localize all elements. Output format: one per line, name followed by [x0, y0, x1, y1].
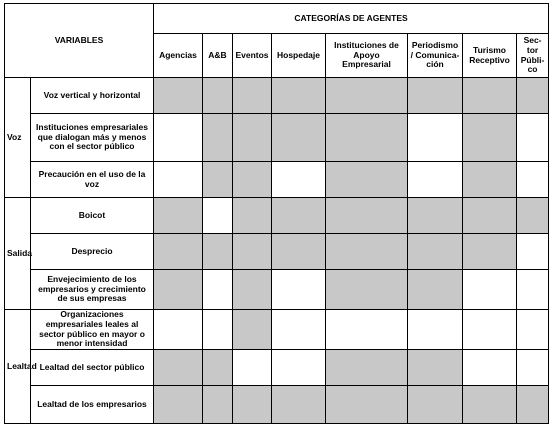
- matrix-cell: [154, 310, 203, 350]
- matrix-cell: [233, 198, 272, 234]
- matrix-cell: [463, 198, 517, 234]
- categories-header: CATEGORÍAS DE AGENTES: [154, 4, 549, 34]
- variable-label: Organizaciones empresariales leales al sector público en mayor o menor intensidad: [31, 310, 154, 350]
- matrix-cell: [154, 350, 203, 386]
- matrix-cell: [233, 270, 272, 310]
- matrix-cell: [203, 310, 233, 350]
- matrix-cell: [517, 234, 549, 270]
- matrix-cell: [272, 114, 326, 162]
- table-row: [5, 310, 549, 350]
- matrix-cell: [233, 234, 272, 270]
- matrix-cell: [517, 78, 549, 114]
- matrix-cell: [463, 162, 517, 198]
- matrix-cell: [233, 162, 272, 198]
- table-row: [5, 386, 549, 424]
- matrix-cell: [272, 310, 326, 350]
- column-header-4: Instituciones de Apoyo Empresarial: [326, 34, 408, 78]
- agent-categories-matrix: [4, 3, 549, 424]
- matrix-cell: [272, 234, 326, 270]
- variable-label: Voz vertical y horizontal: [31, 78, 154, 114]
- matrix-cell: [463, 386, 517, 424]
- group-label: Salida: [5, 198, 31, 310]
- matrix-cell: [517, 270, 549, 310]
- matrix-cell: [233, 310, 272, 350]
- matrix-cell: [408, 114, 463, 162]
- matrix-cell: [203, 270, 233, 310]
- matrix-cell: [203, 350, 233, 386]
- matrix-cell: [517, 162, 549, 198]
- matrix-cell: [272, 270, 326, 310]
- table-row: [5, 234, 549, 270]
- matrix-cell: [233, 386, 272, 424]
- matrix-cell: [233, 350, 272, 386]
- matrix-cell: [233, 114, 272, 162]
- variable-label: Instituciones empresariales que dialogan más y menos con el sector público: [31, 114, 154, 162]
- column-header-0: Agencias: [154, 34, 203, 78]
- column-header-1: A&B: [203, 34, 233, 78]
- matrix-cell: [272, 162, 326, 198]
- matrix-cell: [408, 350, 463, 386]
- variable-label: Envejecimiento de los empresarios y crecimiento de sus empresas: [31, 270, 154, 310]
- matrix-cell: [408, 234, 463, 270]
- matrix-cell: [154, 78, 203, 114]
- variable-label: Precaución en el uso de la voz: [31, 162, 154, 198]
- matrix-cell: [463, 234, 517, 270]
- table-row: [5, 350, 549, 386]
- matrix-cell: [154, 270, 203, 310]
- matrix-cell: [326, 78, 408, 114]
- variables-header: VARIABLES: [5, 4, 154, 78]
- matrix-cell: [203, 198, 233, 234]
- matrix-cell: [326, 162, 408, 198]
- variable-label: Lealtad de los empresarios: [31, 386, 154, 424]
- matrix-cell: [203, 114, 233, 162]
- matrix-cell: [203, 162, 233, 198]
- table-row: [5, 114, 549, 162]
- matrix-cell: [326, 114, 408, 162]
- matrix-cell: [154, 198, 203, 234]
- column-header-3: Hospedaje: [272, 34, 326, 78]
- matrix-cell: [272, 386, 326, 424]
- matrix-cell: [463, 310, 517, 350]
- matrix-cell: [272, 78, 326, 114]
- column-header-5: Periodismo / Comunica-ción: [408, 34, 463, 78]
- matrix-cell: [272, 350, 326, 386]
- matrix-cell: [517, 114, 549, 162]
- matrix-cell: [408, 270, 463, 310]
- matrix-cell: [326, 350, 408, 386]
- matrix-cell: [326, 234, 408, 270]
- matrix-cell: [233, 78, 272, 114]
- matrix-cell: [154, 162, 203, 198]
- matrix-cell: [203, 386, 233, 424]
- matrix-cell: [463, 350, 517, 386]
- matrix-cell: [326, 198, 408, 234]
- matrix-cell: [154, 386, 203, 424]
- matrix-cell: [517, 386, 549, 424]
- matrix-cell: [517, 198, 549, 234]
- column-header-2: Eventos: [233, 34, 272, 78]
- matrix-body: [5, 78, 549, 424]
- matrix-cell: [408, 310, 463, 350]
- column-header-6: Turismo Receptivo: [463, 34, 517, 78]
- matrix-cell: [517, 350, 549, 386]
- matrix-cell: [463, 78, 517, 114]
- column-header-7: Sec-tor Públi-co: [517, 34, 549, 78]
- matrix-cell: [408, 386, 463, 424]
- matrix-cell: [326, 386, 408, 424]
- matrix-cell: [408, 162, 463, 198]
- matrix-cell: [408, 78, 463, 114]
- table-row: [5, 270, 549, 310]
- matrix-cell: [154, 114, 203, 162]
- variable-label: Desprecio: [31, 234, 154, 270]
- matrix-cell: [272, 198, 326, 234]
- group-label: Voz: [5, 78, 31, 198]
- matrix-cell: [463, 114, 517, 162]
- group-label: Lealtad: [5, 310, 31, 424]
- matrix-cell: [408, 198, 463, 234]
- variable-label: Boicot: [31, 198, 154, 234]
- matrix-cell: [517, 310, 549, 350]
- matrix-cell: [203, 78, 233, 114]
- table-row: [5, 78, 549, 114]
- table-row: [5, 198, 549, 234]
- matrix-cell: [203, 234, 233, 270]
- matrix-cell: [326, 270, 408, 310]
- matrix-cell: [154, 234, 203, 270]
- matrix-cell: [326, 310, 408, 350]
- matrix-cell: [463, 270, 517, 310]
- variable-label: Lealtad del sector público: [31, 350, 154, 386]
- table-row: [5, 162, 549, 198]
